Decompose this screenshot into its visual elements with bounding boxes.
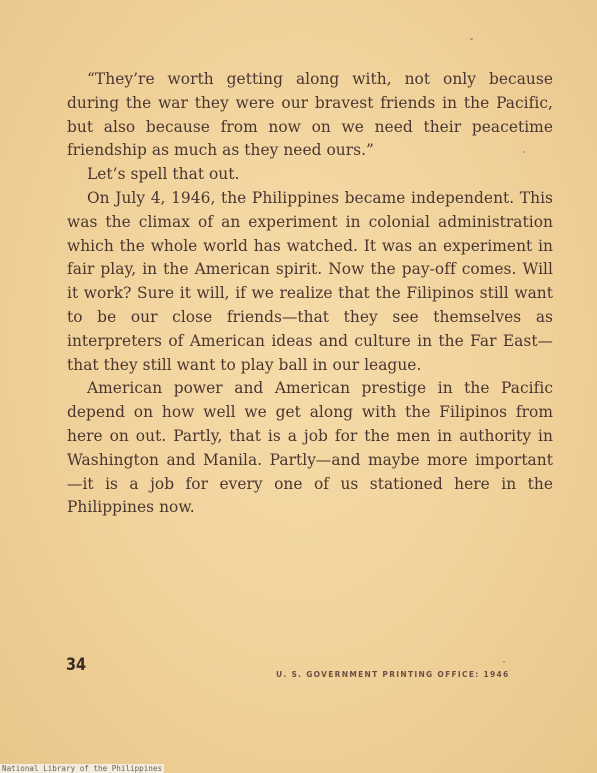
body-text (67, 68, 553, 520)
printer-imprint: U. S. GOVERNMENT PRINTING OFFICE: 1946 (276, 670, 510, 679)
ink-speck (503, 661, 505, 663)
ink-speck (470, 38, 473, 40)
page-number: 34 (66, 655, 87, 675)
paragraph-independence: On July 4, 1946, the Philippines became independent. This was the climax of an experiment in colonial administration which the whole world has watched. It was an experiment in fair play, in the American spirit. Now the pay-off comes. Will it work? Sure it will, if we realize that the Filipinos still want to be our close friends—that they see themselves as interpreters of American ideas and culture in the Far East—that they still want to play ball in our league. (67, 188, 553, 374)
library-watermark: National Library of the Philippines (2, 764, 163, 773)
paragraph-prestige: American power and American prestige in the Pacific depend on how well we get along with the Filipinos from here on out. Partly, that is a job for the men in authority in Washington and Manila. Partly—and maybe more important—it is a job for every one of us stationed here in the Philippines now. (67, 379, 553, 517)
paragraph-spell-out: Let’s spell that out. (87, 165, 240, 184)
paragraph-quote: “They’re worth getting along with, not only because during the war they were our bravest friends in the Pacific, but also because from now on we need their peacetime friendship as much as they need ours.” (67, 70, 553, 160)
